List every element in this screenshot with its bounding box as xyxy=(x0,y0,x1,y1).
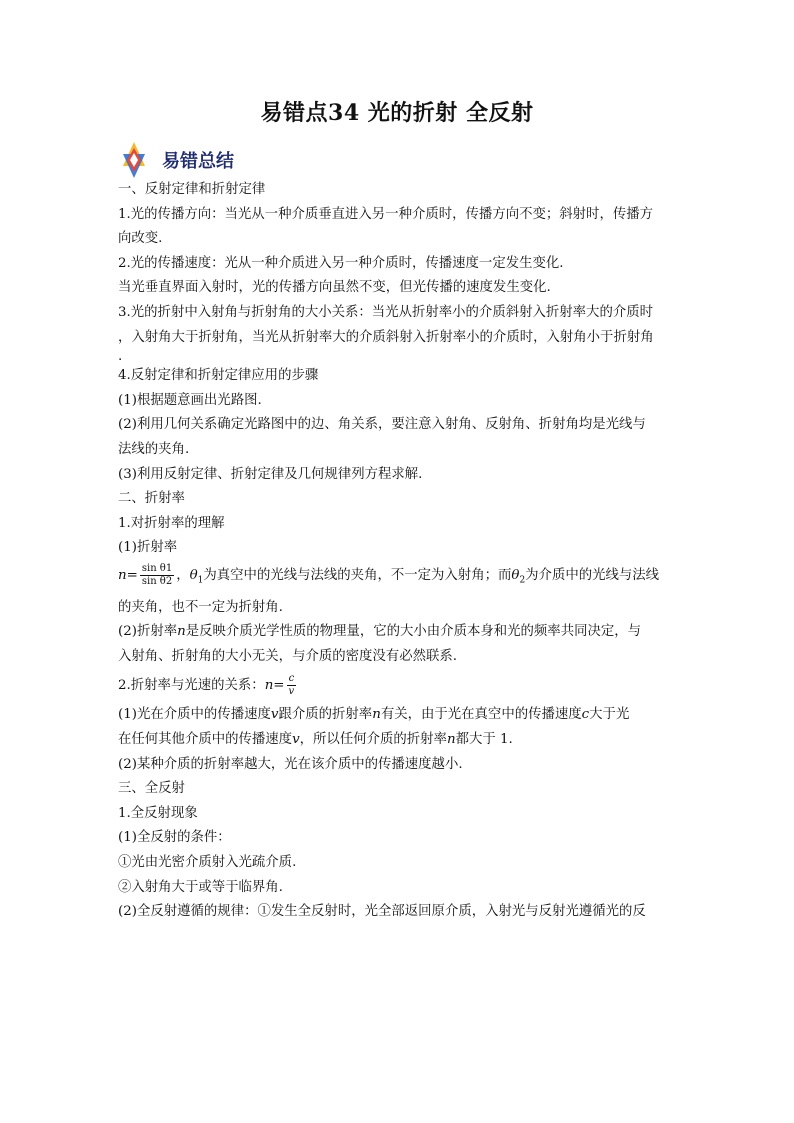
body-text xyxy=(118,178,678,925)
formula-line xyxy=(118,561,678,596)
text-run: 有关，由于光在真空中的传播速度 xyxy=(380,707,582,723)
text-line: (3)利用反射定律、折射定律及几何规律列方程求解. xyxy=(118,466,423,482)
text-run: 大于光 xyxy=(589,707,630,723)
formula-lhs: n= xyxy=(264,678,285,694)
text-line: 法线的夹角. xyxy=(118,441,190,457)
text-line: 的夹角，也不一定为折射角. xyxy=(118,599,283,615)
subscript: 2 xyxy=(519,575,526,586)
text-line: 三、全反射 xyxy=(118,781,185,797)
text-line: 向改变. xyxy=(118,231,163,247)
text-run: 都大于 1. xyxy=(455,731,513,747)
text-line: (1)折射率 xyxy=(118,540,178,556)
punct: ， xyxy=(176,567,190,583)
text-run: ，所以任何介质的折射率 xyxy=(299,731,447,747)
text-line xyxy=(118,620,678,645)
formula-line xyxy=(118,669,678,703)
text-line: (1)全反射的条件： xyxy=(118,830,231,846)
text-line: (1)根据题意画出光路图. xyxy=(118,392,262,408)
text-run: (1)光在介质中的传播速度 xyxy=(118,707,271,723)
text-line: 3.光的折射中入射角与折射角的大小关系：当光从折射率小的介质斜射入折射率大的介质时 xyxy=(118,304,654,320)
text-line: ，入射角大于折射角，当光从折射率大的介质斜射入折射率小的介质时，入射角小于折射角 xyxy=(118,329,654,345)
fraction-denominator: v xyxy=(288,686,295,698)
text-line: 2.光的传播速度：光从一种介质进入另一种介质时，传播速度一定发生变化. xyxy=(118,255,564,271)
variable-v: v xyxy=(270,707,279,723)
text-line: ②入射角大于或等于临界角. xyxy=(118,879,283,895)
fraction-numerator: sin θ1 xyxy=(141,562,173,574)
text-run: 在任何其他介质中的传播速度 xyxy=(118,731,293,747)
page-title: 易错点34 光的折射 全反射 xyxy=(260,100,534,126)
text-line: (2)利用几何关系确定光路图中的边、角关系，要注意入射角、反射角、折射角均是光线与 xyxy=(118,417,646,433)
section-label: 易错总结 xyxy=(162,151,234,172)
text-line: 一、反射定律和折射定律 xyxy=(118,182,266,197)
variable-c: c xyxy=(581,707,590,723)
text-line: 1.光的传播方向：当光从一种介质垂直进入另一种介质时，传播方向不变；斜射时，传播方 xyxy=(118,206,654,222)
text-run: 为真空中的光线与法线的夹角，不一定为入射角；而 xyxy=(203,567,512,583)
formula-lhs: n= xyxy=(118,567,138,583)
fraction xyxy=(287,673,297,698)
text-run: (2)折射率 xyxy=(118,624,178,640)
text-line: (2)某种介质的折射率越大，光在该介质中的传播速度越小. xyxy=(118,756,463,772)
text-line xyxy=(118,703,678,728)
text-line: 当光垂直界面入射时，光的传播方向虽然不变，但光传播的速度发生变化. xyxy=(118,280,551,296)
text-run: 为介质中的光线与法线 xyxy=(525,567,660,583)
variable-n: n xyxy=(177,624,186,640)
star-badge-icon xyxy=(114,140,154,180)
text-line: 1.对折射率的理解 xyxy=(118,515,225,531)
text-line: . xyxy=(118,349,123,365)
variable-v: v xyxy=(292,731,300,747)
text-line: ①光由光密介质射入光疏介质. xyxy=(118,854,297,870)
text-line: (2)全反射遵循的规律：①发生全反射时，光全部返回原介质，入射光与反射光遵循光的反 xyxy=(118,904,646,920)
text-run: 跟介质的折射率 xyxy=(278,707,373,723)
text-run: 是反映介质光学性质的物理量，它的大小由介质本身和光的频率共同决定，与 xyxy=(185,624,642,640)
text-line: 二、折射率 xyxy=(118,491,185,507)
fraction xyxy=(140,563,174,588)
text-line: 1.全反射现象 xyxy=(118,805,198,821)
subscript: 1 xyxy=(197,575,204,586)
text-line xyxy=(118,728,678,753)
theta-symbol: θ xyxy=(511,567,520,583)
section-header xyxy=(114,140,234,180)
fraction-denominator: sin θ2 xyxy=(141,575,173,587)
variable-n: n xyxy=(372,707,381,723)
text-line: 4.反射定律和折射定律应用的步骤 xyxy=(118,368,319,384)
variable-n: n xyxy=(446,731,456,747)
fraction-numerator: c xyxy=(287,673,297,686)
theta-symbol: θ xyxy=(189,567,198,583)
text-line: 入射角、折射角的大小无关，与介质的密度没有必然联系. xyxy=(118,648,458,664)
text-run: 2.折射率与光速的关系： xyxy=(118,678,265,694)
